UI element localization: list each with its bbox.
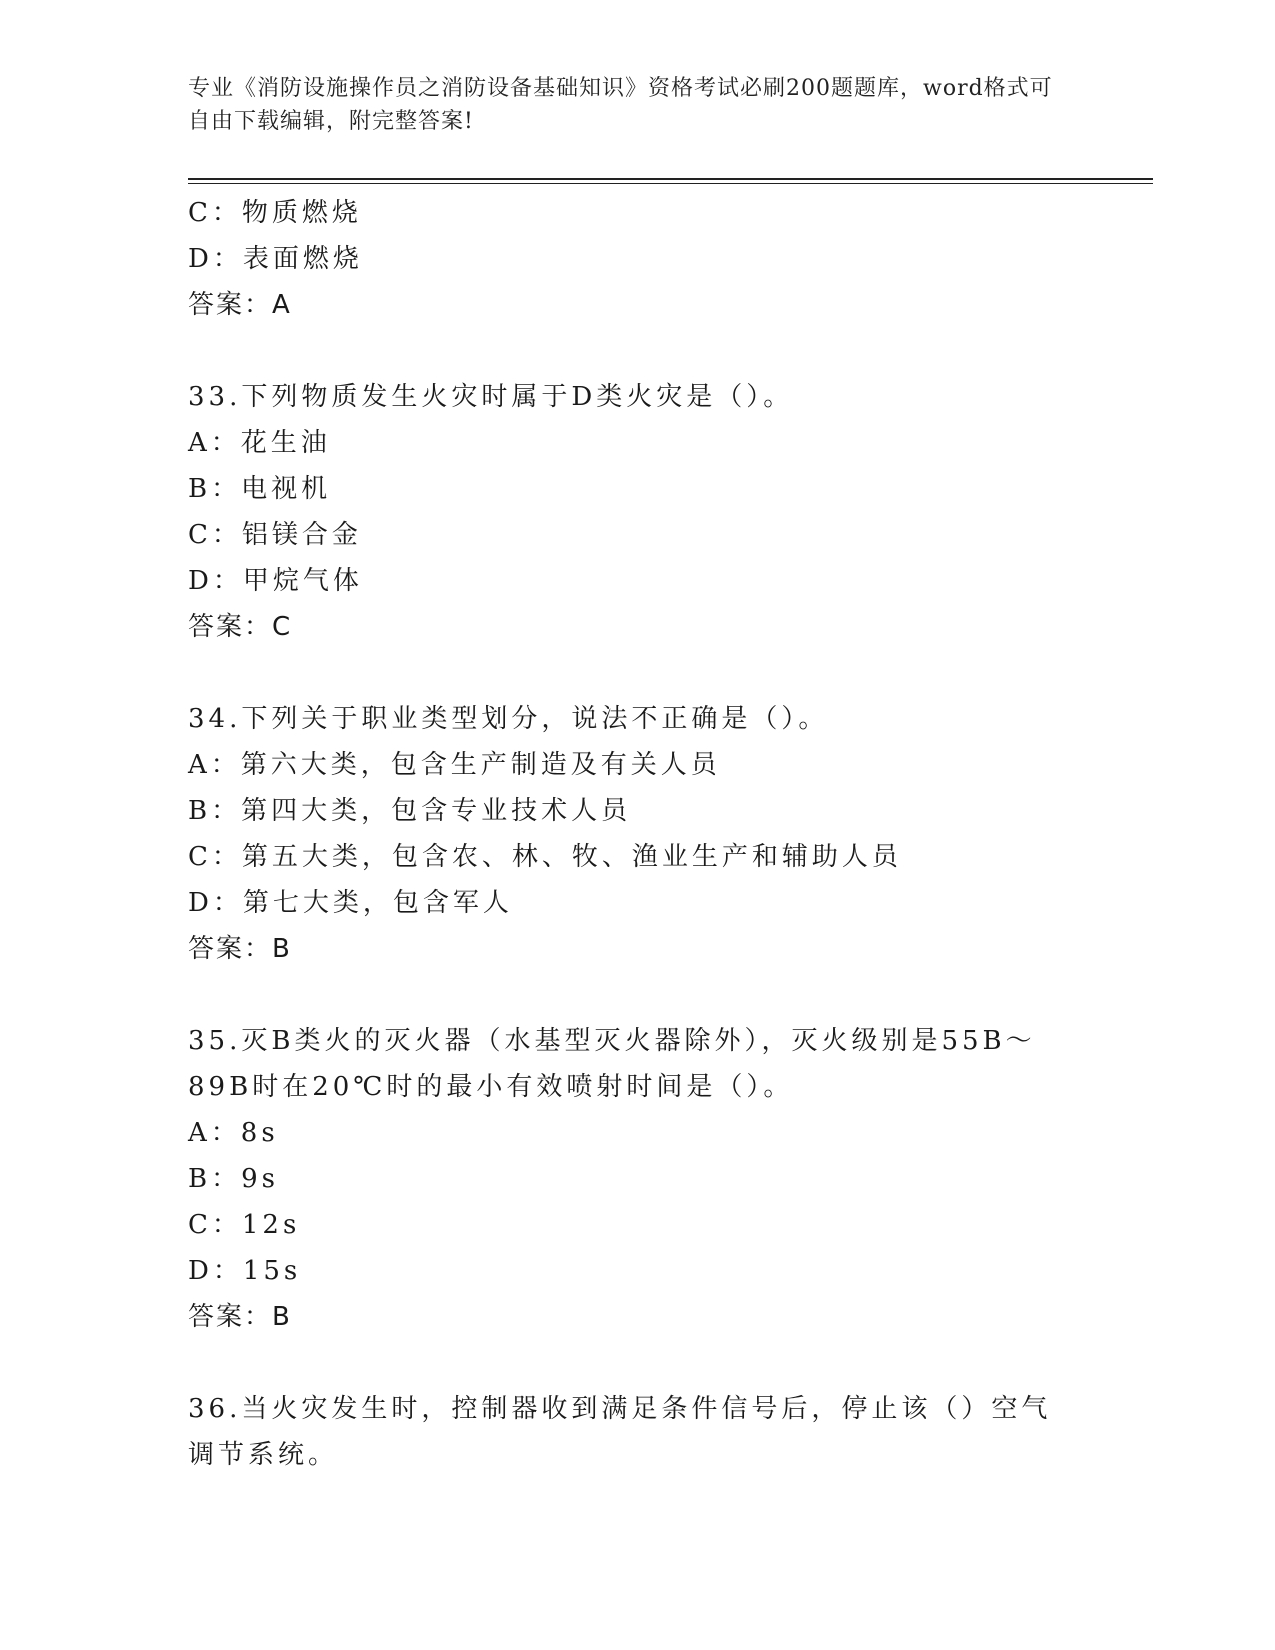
question-text: 33.下列物质发生火灾时属于D类火灾是（）。	[188, 382, 794, 412]
question-text: 36.当火灾发生时，控制器收到满足条件信号后，停止该（）空气调节系统。	[188, 1394, 1052, 1470]
option-a: A：8s	[188, 1118, 279, 1148]
answer-label: 答案：C	[188, 612, 293, 642]
question-block-32	[188, 190, 1108, 328]
option-d: D：第七大类，包含军人	[188, 888, 513, 918]
answer-label: 答案：B	[188, 1302, 292, 1332]
option-b: B：第四大类，包含专业技术人员	[188, 796, 632, 826]
question-block-36	[188, 1386, 1108, 1478]
option-d: D：表面燃烧	[188, 244, 363, 274]
option-a: A：第六大类，包含生产制造及有关人员	[188, 750, 721, 780]
answer-label: 答案：B	[188, 934, 292, 964]
option-c: C：第五大类，包含农、林、牧、渔业生产和辅助人员	[188, 842, 902, 872]
spacer	[188, 328, 1108, 374]
question-text: 34.下列关于职业类型划分，说法不正确是（）。	[188, 704, 829, 734]
header-rule-bottom	[188, 183, 1153, 184]
option-d: D：甲烷气体	[188, 566, 363, 596]
question-list	[188, 190, 1108, 1478]
spacer	[188, 972, 1108, 1018]
option-c: C：12s	[188, 1210, 301, 1240]
document-header: 专业《消防设施操作员之消防设备基础知识》资格考试必刷200题题库，word格式可自由下载编辑，附完整答案!	[188, 76, 1053, 134]
question-block-33	[188, 374, 1108, 650]
option-b: B：9s	[188, 1164, 279, 1194]
option-c: C：物质燃烧	[188, 198, 362, 228]
spacer	[188, 650, 1108, 696]
option-a: A：花生油	[188, 428, 331, 458]
option-d: D：15s	[188, 1256, 302, 1286]
answer-label: 答案：A	[188, 290, 292, 320]
question-block-35	[188, 1018, 1108, 1340]
header-rule-top	[188, 178, 1153, 180]
question-text: 35.灭B类火的灭火器（水基型灭火器除外），灭火级别是55B～89B时在20℃时的最小有效喷射时间是（）。	[188, 1026, 1036, 1102]
option-b: B：电视机	[188, 474, 332, 504]
spacer	[188, 1340, 1108, 1386]
question-block-34	[188, 696, 1108, 972]
option-c: C：铝镁合金	[188, 520, 362, 550]
